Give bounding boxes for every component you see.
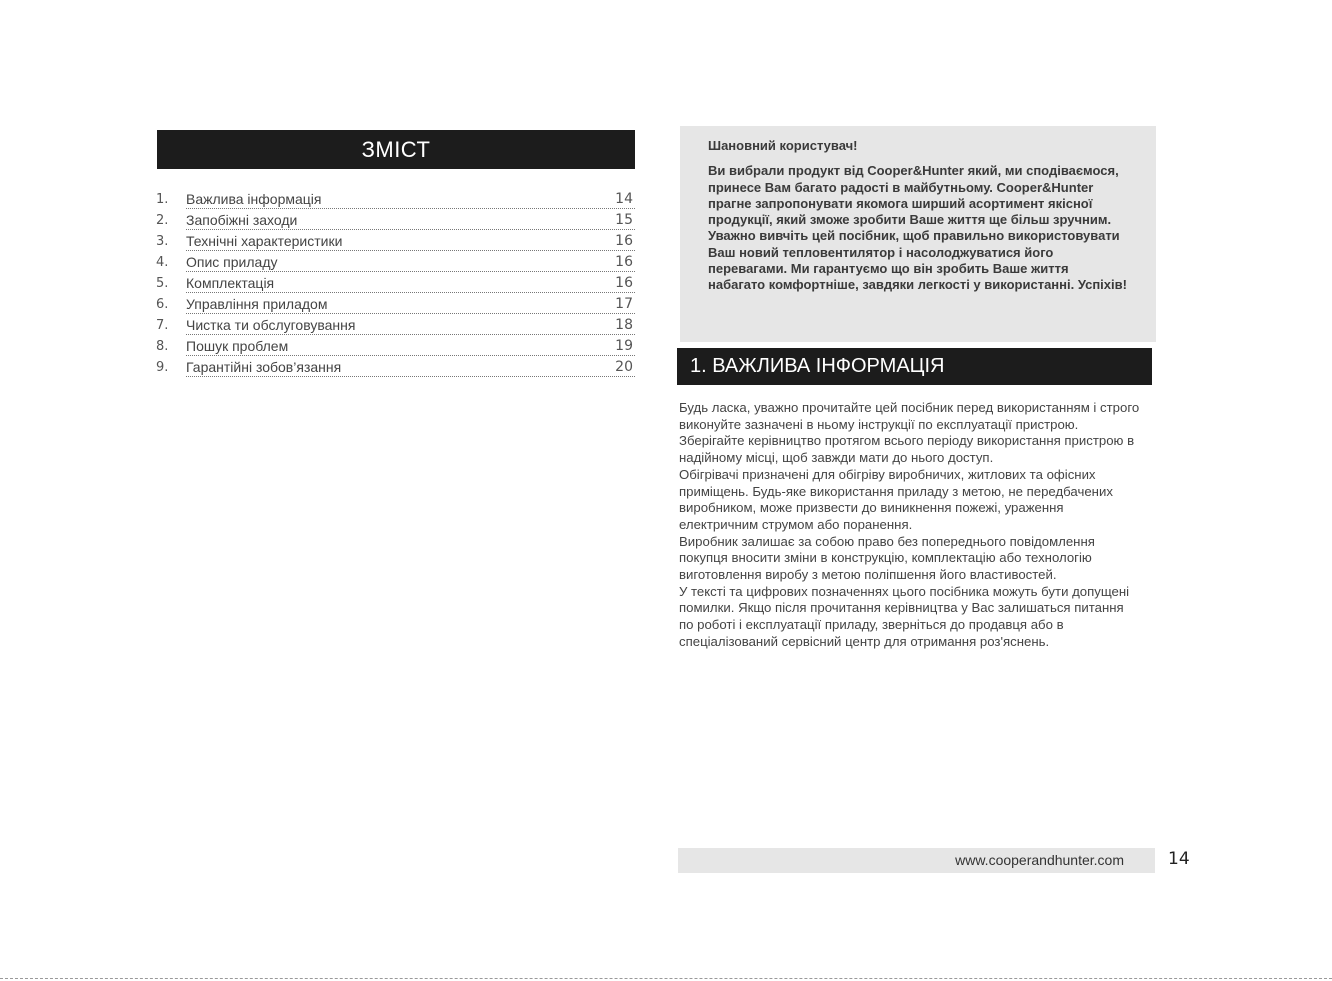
toc-item-title: Опис приладу <box>186 254 635 272</box>
section-paragraph: Обігрівачі призначені для обігріву виробничих, житлових та офісних приміщень. Будь-яке використання приладу з метою, не передбачених виробником, може призвести до виникнення пожежі, ураження електричним струмом або поранення. <box>679 466 1113 532</box>
greeting-body: Ви вибрали продукт від Cooper&Hunter який, ми сподіваємося, принесе Вам багато радості в майбутньому. Cooper&Hunter прагне запропонувати якомога ширший асортимент якісної продукції, який зможе зробити Ваше життя ще більш зручним. Уважно вивчіть цей посібник, щоб правильно використовувати Ваш новий тепловентилятор і насолоджуватися його перевагами. Ми гарантуємо що він зробить Ваше життя набагато комфортніше, завдяки легкості у використанні. Успіхів! <box>708 163 1127 293</box>
greeting-title: Шановний користувач! <box>708 138 858 153</box>
bottom-divider <box>0 978 1332 979</box>
toc-item-title: Пошук проблем <box>186 338 635 356</box>
toc-item-page: 20 <box>615 359 633 375</box>
toc-item-title: Гарантійні зобов’язання <box>186 359 635 377</box>
toc-item[interactable] <box>156 336 635 357</box>
toc-item-number: 7. <box>156 318 169 333</box>
section-paragraph: Виробник залишає за собою право без попереднього повідомлення покупця вносити зміни в конструкцію, комплектацію або технологію виготовлення виробу з метою поліпшення його властивостей. <box>679 533 1095 583</box>
page-number: 14 <box>1168 849 1190 869</box>
section-paragraph: У тексті та цифрових позначеннях цього посібника можуть бути допущені помилки. Якщо після прочитання керівництва у Вас залишаться питання по роботі і експлуатації приладу, зверніться до продавця або в спеціалізований сервісний центр для отримання роз'яснень. <box>679 583 1130 649</box>
toc-item[interactable] <box>156 273 635 294</box>
section-paragraph: Будь ласка, уважно прочитайте цей посібник перед використанням і строго виконуйте зазначені в ньому інструкції по експлуатації пристрою. Зберігайте керівництво протягом всього періоду використання пристрою в надійному місці, щоб завжди мати до нього доступ. <box>679 400 1140 466</box>
toc-title: ЗМІСТ <box>157 130 635 169</box>
toc-item-number: 3. <box>156 234 169 249</box>
toc-item-number: 4. <box>156 255 169 270</box>
toc-item-title: Технічні характеристики <box>186 233 635 251</box>
toc-item-page: 19 <box>615 338 633 354</box>
toc-item-page: 16 <box>615 233 633 249</box>
section-body <box>679 400 1141 651</box>
toc-item[interactable] <box>156 357 635 378</box>
toc-item[interactable] <box>156 210 635 231</box>
toc-item-page: 16 <box>615 254 633 270</box>
toc-item-title: Чистка ти обслуговування <box>186 317 635 335</box>
toc-item-page: 18 <box>615 317 633 333</box>
footer-bar <box>678 848 1155 873</box>
toc-item-page: 15 <box>615 212 633 228</box>
toc-item-title: Запобіжні заходи <box>186 212 635 230</box>
toc-item-title: Важлива інформація <box>186 191 635 209</box>
toc-item[interactable] <box>156 189 635 210</box>
toc-item-page: 17 <box>615 296 633 312</box>
table-of-contents <box>156 189 635 378</box>
toc-item-page: 14 <box>615 191 633 207</box>
toc-item-page: 16 <box>615 275 633 291</box>
toc-item-number: 8. <box>156 339 169 354</box>
toc-item[interactable] <box>156 315 635 336</box>
section-title: 1. ВАЖЛИВА ІНФОРМАЦІЯ <box>677 348 1152 385</box>
toc-item[interactable] <box>156 294 635 315</box>
toc-item-number: 1. <box>156 192 169 207</box>
toc-item-number: 2. <box>156 213 169 228</box>
toc-item[interactable] <box>156 231 635 252</box>
toc-item-number: 5. <box>156 276 169 291</box>
toc-item-title: Комплектація <box>186 275 635 293</box>
greeting-box <box>680 126 1156 342</box>
toc-item-number: 6. <box>156 297 169 312</box>
toc-item-title: Управління приладом <box>186 296 635 314</box>
toc-item-number: 9. <box>156 360 169 375</box>
toc-item[interactable] <box>156 252 635 273</box>
website-link[interactable]: www.cooperandhunter.com <box>955 852 1124 868</box>
